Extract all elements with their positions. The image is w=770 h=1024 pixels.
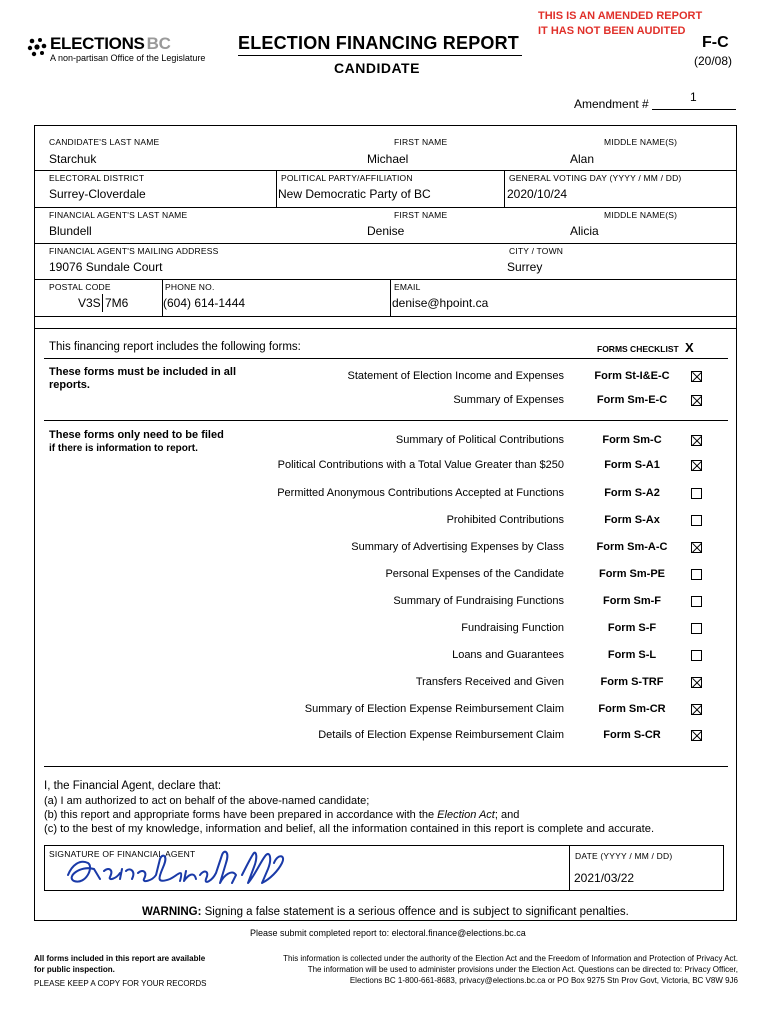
report-title: ELECTION FINANCING REPORT	[238, 33, 520, 53]
agent-city-label: CITY / TOWN	[509, 246, 564, 256]
checklist-x-mark: X	[685, 340, 694, 355]
agent-last-name-field[interactable]: Blundell	[49, 224, 92, 238]
row-divider	[34, 207, 737, 208]
agent-last-name-label: FINANCIAL AGENT'S LAST NAME	[49, 210, 188, 220]
form-code-label: Form S-CR	[603, 729, 661, 741]
form-checkbox[interactable]	[691, 677, 702, 688]
phone-label: PHONE NO.	[165, 282, 215, 292]
form-checkbox[interactable]	[691, 650, 702, 661]
form-code-label: Form S-L	[607, 649, 657, 661]
agent-first-name-field[interactable]: Denise	[367, 224, 405, 238]
party-label: POLITICAL PARTY/AFFILIATION	[281, 173, 413, 183]
form-checkbox[interactable]	[691, 395, 702, 406]
column-divider	[162, 279, 163, 316]
agent-address-field[interactable]: 19076 Sundale Court	[49, 260, 163, 274]
form-code: F-C	[702, 34, 729, 51]
row-divider	[34, 170, 737, 171]
required-forms-note: These forms must be included in all reports.	[49, 366, 237, 391]
declaration-c: (c) to the best of my knowledge, information and belief, all the information contained in this report is complete and accurate.	[44, 823, 655, 835]
form-description: Loans and Guarantees	[452, 649, 564, 661]
form-code-label: Form Sm-F	[602, 595, 662, 607]
submit-instructions: Please submit completed report to: electoral.finance@elections.bc.ca	[250, 928, 526, 938]
voting-day-field[interactable]: 2020/10/24	[507, 187, 568, 201]
agent-first-name-label: FIRST NAME	[394, 210, 448, 220]
row-divider	[34, 243, 737, 244]
checklist-intro: This financing report includes the following forms:	[49, 341, 301, 353]
form-description: Personal Expenses of the Candidate	[385, 568, 564, 580]
amendment-label: Amendment #	[574, 97, 649, 111]
warning-text: WARNING: Signing a false statement is a serious offence and is subject to significant penalties.	[142, 906, 629, 918]
footer-left: All forms included in this report are available for public inspection. PLEASE KEEP A COPY FOR YOUR RECORDS	[34, 954, 207, 988]
form-code-label: Form S-Ax	[604, 514, 660, 526]
agent-middle-name-field[interactable]: Alicia	[570, 224, 599, 238]
form-checkbox[interactable]	[691, 569, 702, 580]
form-code-label: Form S-TRF	[600, 676, 664, 688]
form-description: Summary of Election Expense Reimbursement Claim	[304, 703, 564, 715]
amendment-underline	[652, 109, 736, 110]
declaration-heading: I, the Financial Agent, declare that:	[44, 780, 222, 792]
candidate-middle-name-label: MIDDLE NAME(S)	[604, 137, 678, 147]
declaration-a: (a) I am authorized to act on behalf of the above-named candidate;	[44, 795, 370, 807]
optional-forms-note: These forms only need to be filed if there is information to report.	[49, 429, 224, 454]
form-description: Transfers Received and Given	[415, 676, 564, 688]
form-checkbox[interactable]	[691, 704, 702, 715]
form-checkbox[interactable]	[691, 371, 702, 382]
signature-drawing[interactable]	[60, 845, 290, 893]
form-code-label: Form Sm-C	[602, 434, 662, 446]
postal-code-label: POSTAL CODE	[49, 282, 111, 292]
form-description: Political Contributions with a Total Value Greater than $250	[277, 459, 564, 471]
signature-date-divider	[569, 845, 570, 891]
candidate-last-name-label: CANDIDATE'S LAST NAME	[49, 137, 160, 147]
form-description: Prohibited Contributions	[446, 514, 564, 526]
agent-city-field[interactable]: Surrey	[507, 260, 543, 274]
forms-checklist-label: FORMS CHECKLIST	[597, 344, 679, 354]
report-subtitle: CANDIDATE	[334, 60, 420, 76]
district-label: ELECTORAL DISTRICT	[49, 173, 145, 183]
form-checkbox[interactable]	[691, 730, 702, 741]
declaration-b: (b) this report and appropriate forms have been prepared in accordance with the Election Act; and	[44, 809, 520, 821]
form-checkbox[interactable]	[691, 542, 702, 553]
column-divider	[504, 170, 505, 207]
amendment-number[interactable]: 1	[690, 90, 697, 104]
logo-subtitle: A non-partisan Office of the Legislature	[50, 53, 206, 63]
form-description: Summary of Fundraising Functions	[393, 595, 564, 607]
logo-wordmark: ELECTIONS BC	[50, 34, 171, 53]
candidate-middle-name-field[interactable]: Alan	[570, 152, 595, 166]
signature-label: SIGNATURE OF FINANCIAL AGENT	[49, 849, 196, 859]
form-checkbox[interactable]	[691, 460, 702, 471]
email-label: EMAIL	[394, 282, 421, 292]
voting-day-label: GENERAL VOTING DAY (YYYY / MM / DD)	[509, 173, 682, 183]
form-code-label: Form Sm-CR	[598, 703, 666, 715]
checklist-divider	[44, 766, 728, 767]
form-code-label: Form Sm-PE	[598, 568, 665, 580]
phone-field[interactable]: (604) 614-1444	[163, 296, 246, 310]
form-checkbox[interactable]	[691, 515, 702, 526]
amended-notice: THIS IS AN AMENDED REPORT IT HAS NOT BEEN AUDITED	[538, 10, 703, 37]
form-description: Summary of Political Contributions	[395, 434, 564, 446]
postal-code-separator	[102, 294, 103, 312]
form-checkbox[interactable]	[691, 488, 702, 499]
checklist-divider	[44, 420, 728, 421]
title-divider	[238, 55, 522, 56]
section-divider	[34, 328, 737, 329]
agent-address-label: FINANCIAL AGENT'S MAILING ADDRESS	[49, 246, 219, 256]
privacy-notice: This information is collected under the authority of the Election Act and the Freedom of Information and Protection of Privacy Act. The information will be used to administer provisions under the Election Act. Questions can be directed to: Privacy Officer, Elections BC 1-800-661-8683, privacy@elections.bc.ca or PO Box 9275 Stn Prov Govt, Victoria, BC V8W 9J6	[283, 954, 738, 985]
form-code-label: Form S-F	[607, 622, 657, 634]
form-description: Details of Election Expense Reimbursement Claim	[318, 729, 564, 741]
form-code-label: Form S-A2	[604, 487, 660, 499]
form-checkbox[interactable]	[691, 623, 702, 634]
form-version: (20/08)	[694, 54, 733, 68]
row-divider	[34, 316, 737, 317]
form-description: Permitted Anonymous Contributions Accepted at Functions	[277, 487, 564, 499]
form-code-label: Form Sm-A-C	[596, 541, 668, 553]
postal-code-part2[interactable]: 7M6	[105, 296, 129, 310]
row-divider	[34, 279, 737, 280]
date-label: DATE (YYYY / MM / DD)	[575, 851, 673, 861]
form-checkbox[interactable]	[691, 435, 702, 446]
checklist-divider	[44, 358, 728, 359]
agent-middle-name-label: MIDDLE NAME(S)	[604, 210, 678, 220]
form-description: Fundraising Function	[461, 622, 564, 634]
candidate-first-name-field[interactable]: Michael	[367, 152, 409, 166]
form-code-label: Form St-I&E-C	[594, 370, 670, 382]
form-code-label: Form S-A1	[604, 459, 660, 471]
candidate-first-name-label: FIRST NAME	[394, 137, 448, 147]
signature-date-field[interactable]: 2021/03/22	[574, 871, 635, 885]
form-description: Summary of Expenses	[453, 394, 564, 406]
form-code-label: Form Sm-E-C	[596, 394, 668, 406]
candidate-last-name-field[interactable]: Starchuk	[49, 152, 97, 166]
form-description: Summary of Advertising Expenses by Class	[351, 541, 564, 553]
postal-code-part1[interactable]: V3S	[78, 296, 101, 310]
column-divider	[276, 170, 277, 207]
elections-bc-logo-icon	[26, 36, 48, 58]
district-field[interactable]: Surrey-Cloverdale	[49, 187, 146, 201]
column-divider	[390, 279, 391, 316]
party-field[interactable]: New Democratic Party of BC	[278, 187, 431, 201]
email-field[interactable]: denise@hpoint.ca	[392, 296, 489, 310]
form-checkbox[interactable]	[691, 596, 702, 607]
form-description: Statement of Election Income and Expenses	[347, 370, 564, 382]
